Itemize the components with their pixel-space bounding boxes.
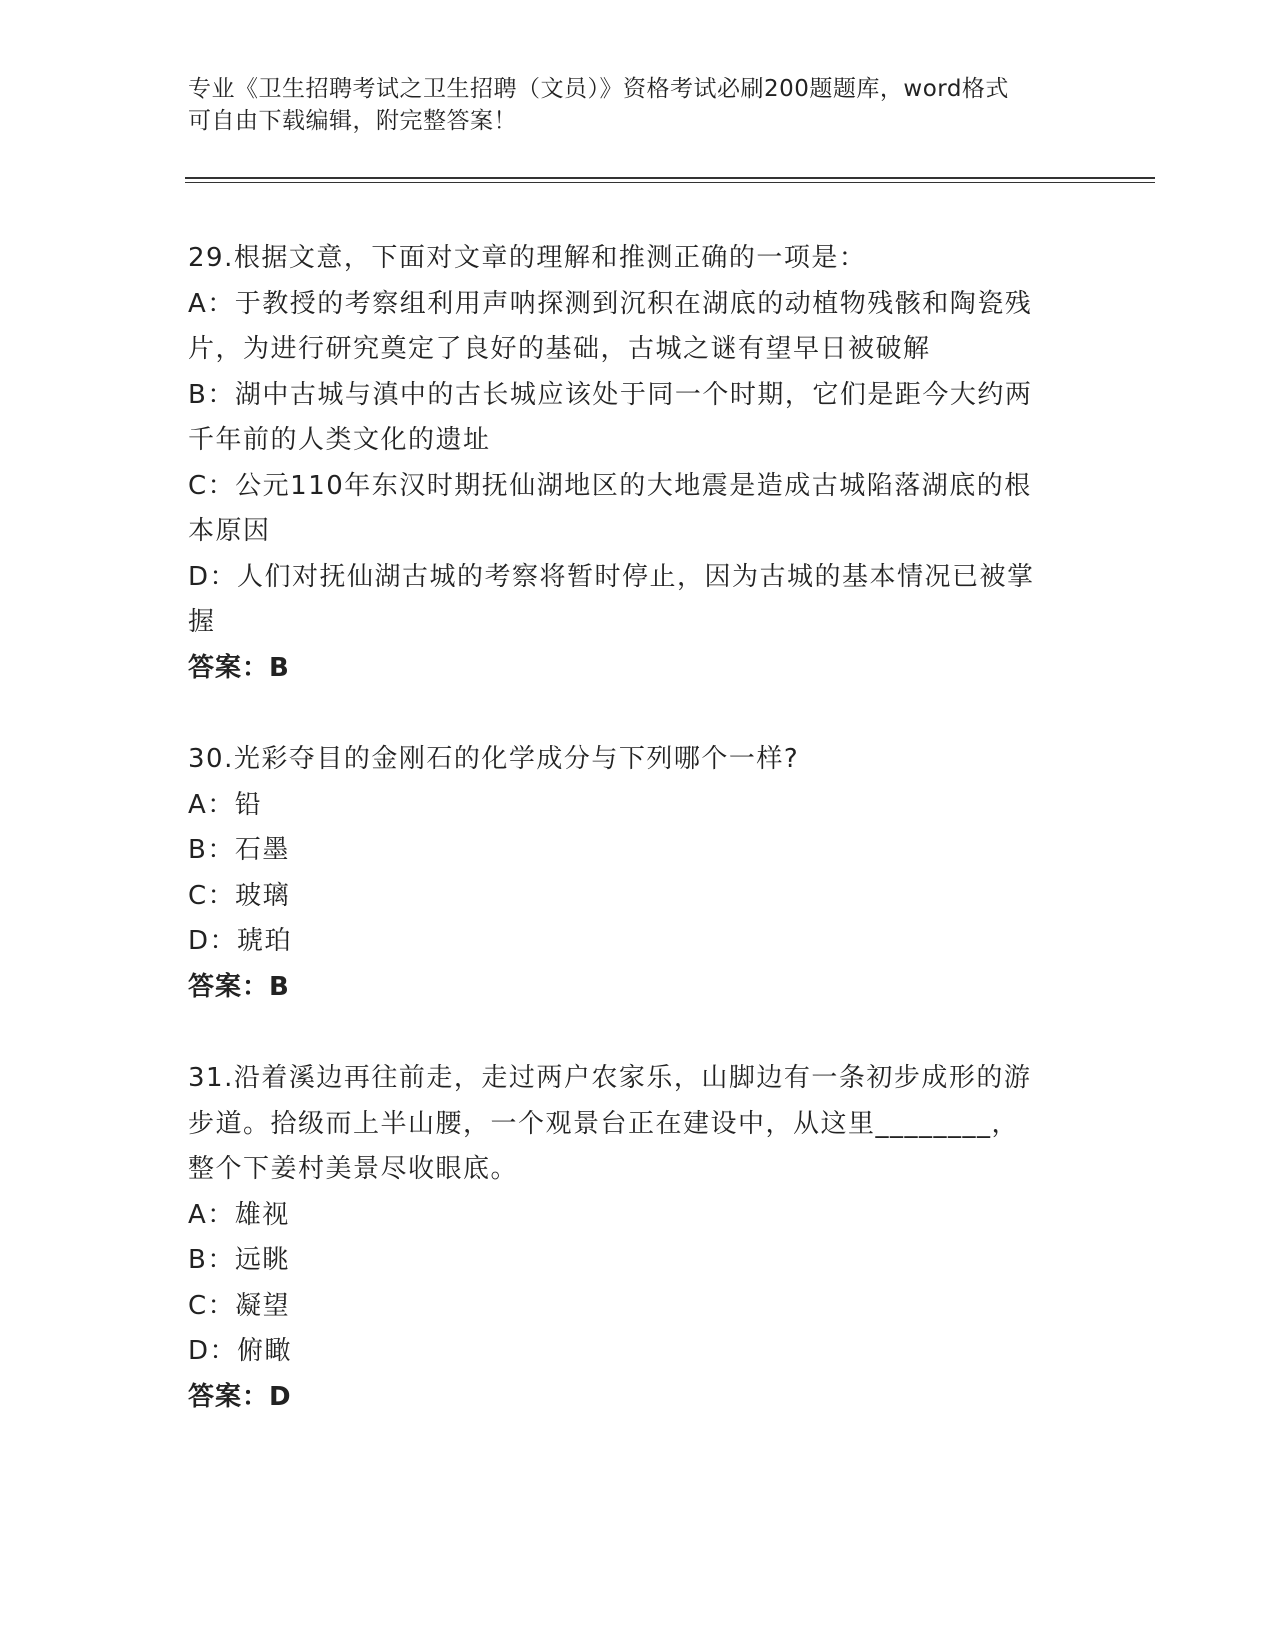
question-29-option-b-cont: 千年前的人类文化的遗址	[188, 425, 491, 455]
question-30-answer: 答案：B	[188, 971, 290, 1002]
question-29-option-a: A：于教授的考察组利用声呐探测到沉积在湖底的动植物残骸和陶瓷残	[188, 288, 1033, 319]
header-divider-thin	[185, 182, 1155, 183]
question-29-stem: 29.根据文意，下面对文章的理解和推测正确的一项是：	[188, 243, 867, 273]
question-31-option-d: D：俯瞰	[188, 1336, 293, 1366]
question-29-option-d-cont: 握	[188, 607, 216, 637]
question-31	[188, 1056, 1088, 1420]
header-divider-thick	[185, 177, 1155, 179]
question-29-answer: 答案：B	[188, 652, 290, 683]
question-31-option-a: A：雄视	[188, 1199, 290, 1230]
question-29-option-c: C：公元110年东汉时期抚仙湖地区的大地震是造成古城陷落湖底的根	[188, 470, 1032, 501]
question-30-option-c: C：玻璃	[188, 880, 291, 911]
question-31-answer: 答案：D	[188, 1381, 292, 1412]
question-29-option-c-cont: 本原因	[188, 516, 271, 546]
question-31-option-b: B：远眺	[188, 1245, 290, 1275]
question-31-stem-cont-1: 步道。拾级而上半山腰，一个观景台正在建设中，从这里________，	[188, 1108, 1020, 1139]
question-30-stem: 30.光彩夺目的金刚石的化学成分与下列哪个一样?	[188, 744, 800, 774]
question-30-option-b: B：石墨	[188, 835, 290, 865]
question-31-stem: 31.沿着溪边再往前走，走过两户农家乐，山脚边有一条初步成形的游	[188, 1063, 1032, 1093]
question-30	[188, 737, 1088, 1010]
question-30-option-d: D：琥珀	[188, 926, 293, 956]
question-30-option-a: A：铅	[188, 789, 263, 820]
question-31-option-c: C：凝望	[188, 1290, 291, 1321]
question-list	[188, 236, 1088, 1466]
question-29	[188, 236, 1088, 691]
question-29-option-a-cont: 片，为进行研究奠定了良好的基础，古城之谜有望早日被破解	[188, 334, 931, 364]
question-29-option-b: B：湖中古城与滇中的古长城应该处于同一个时期，它们是距今大约两	[188, 379, 1033, 410]
question-31-stem-cont-2: 整个下姜村美景尽收眼底。	[188, 1154, 519, 1184]
header-line-1: 专业《卫生招聘考试之卫生招聘（文员）》资格考试必刷200题题库，word格式	[188, 76, 1009, 102]
question-29-option-d: D：人们对抚仙湖古城的考察将暂时停止，因为古城的基本情况已被掌	[188, 561, 1035, 592]
header-line-2: 可自由下载编辑，附完整答案！	[188, 108, 517, 134]
document-header	[188, 73, 1068, 137]
